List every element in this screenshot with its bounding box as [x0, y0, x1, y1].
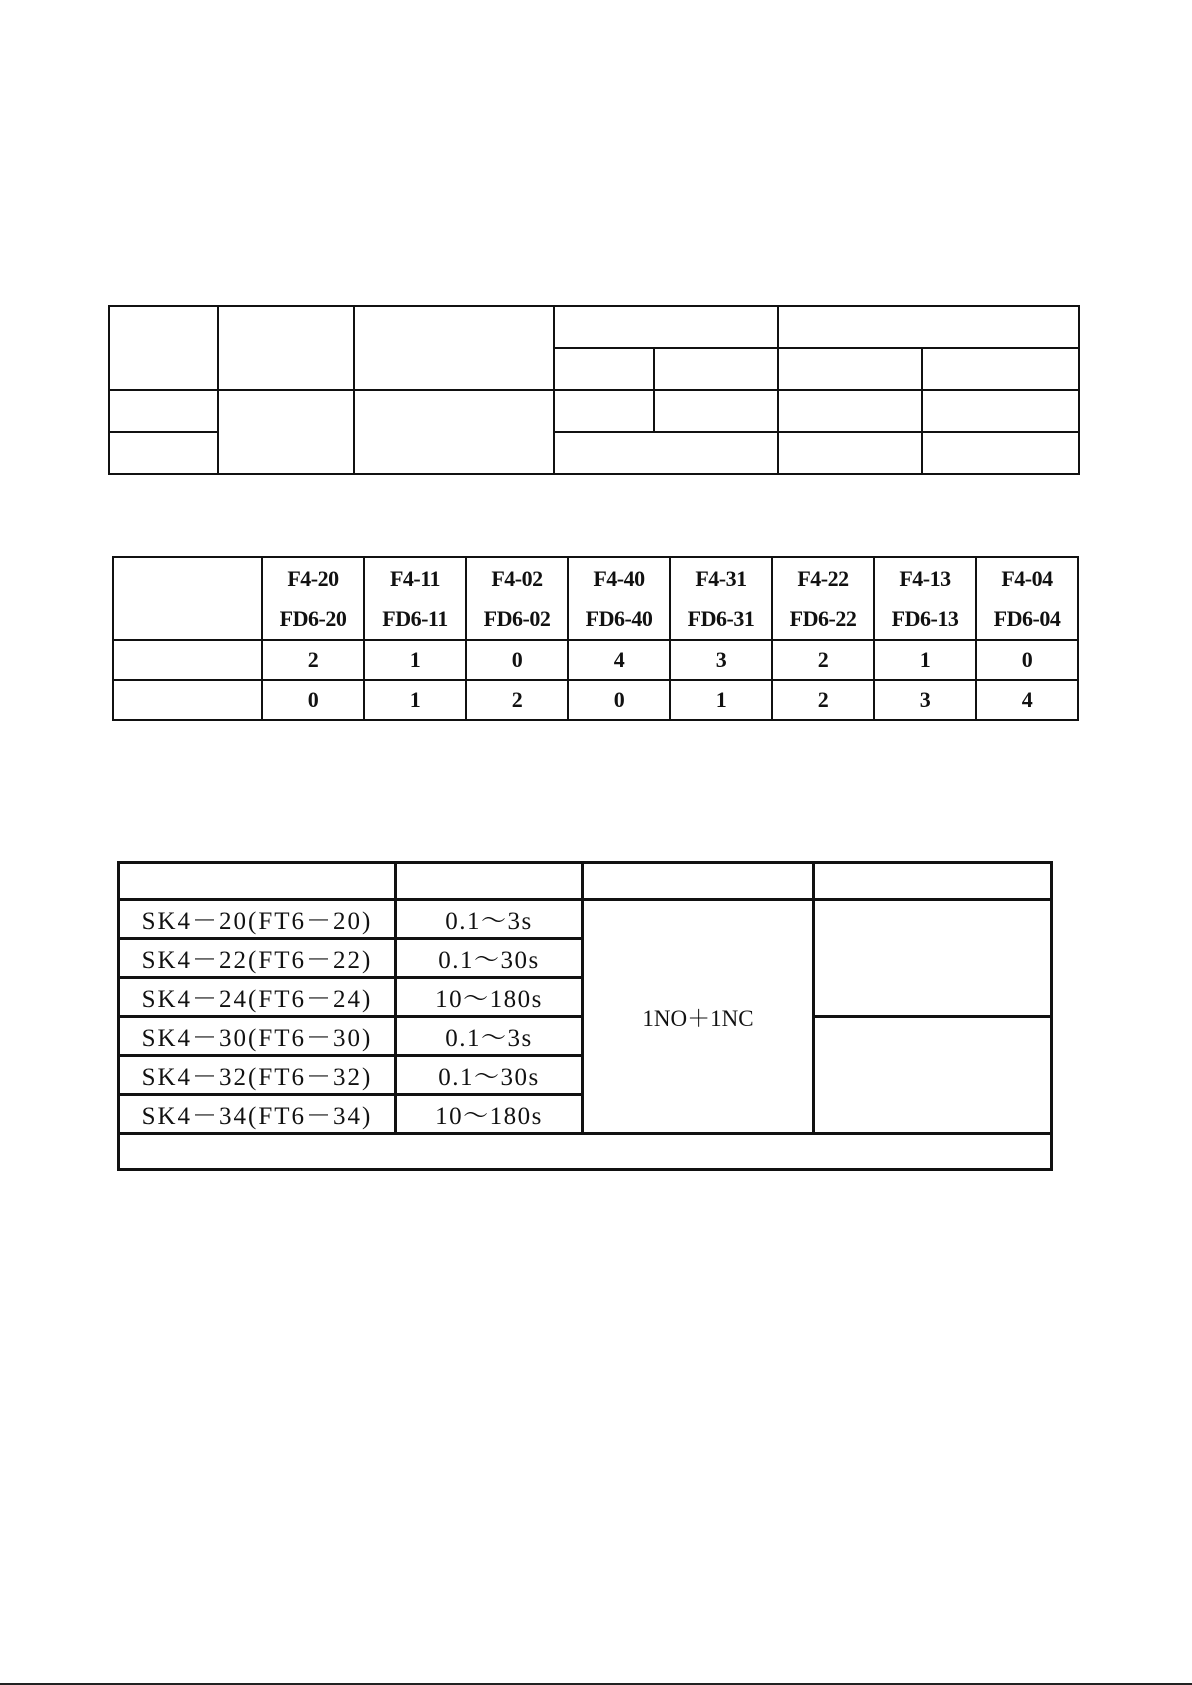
- value-cell: 2: [772, 640, 874, 680]
- value-cell: 4: [976, 680, 1078, 720]
- model-cell: SK4－20(FT6－20): [119, 900, 396, 939]
- blank-cell: [654, 390, 778, 432]
- blank-group-header: [778, 306, 1079, 348]
- model-header-cell: F4-31 FD6-31: [670, 557, 772, 640]
- header-cell: [814, 863, 1052, 900]
- blank-cell: [922, 390, 1079, 432]
- header-cell: [119, 863, 396, 900]
- footer-cell: [119, 1134, 1052, 1170]
- value-cell: 0: [568, 680, 670, 720]
- blank-header-cell: [354, 306, 554, 390]
- timer-model-table: [117, 861, 1053, 1171]
- blank-cell: [354, 390, 554, 474]
- blank-subheader-cell: [554, 348, 654, 390]
- value-cell: 2: [772, 680, 874, 720]
- blank-cell: [554, 432, 778, 474]
- value-cell: 1: [364, 680, 466, 720]
- value-cell: 0: [976, 640, 1078, 680]
- model-header-cell: F4-11 FD6-11: [364, 557, 466, 640]
- blank-header-cell: [109, 306, 218, 390]
- delay-range-cell: 0.1～3s: [396, 1017, 583, 1056]
- blank-subheader-cell: [922, 348, 1079, 390]
- model-header-cell: F4-20 FD6-20: [262, 557, 364, 640]
- blank-subheader-cell: [654, 348, 778, 390]
- header-cell: [583, 863, 814, 900]
- blank-cell: [814, 900, 1052, 1017]
- model-cell: SK4－34(FT6－34): [119, 1095, 396, 1134]
- model-header-cell: F4-22 FD6-22: [772, 557, 874, 640]
- contact-config-table: [112, 556, 1079, 721]
- blank-group-header: [554, 306, 778, 348]
- model-header-cell: F4-40 FD6-40: [568, 557, 670, 640]
- blank-cell: [554, 390, 654, 432]
- value-cell: 0: [466, 640, 568, 680]
- blank-cell: [218, 390, 354, 474]
- value-cell: 0: [262, 680, 364, 720]
- blank-header-cell: [218, 306, 354, 390]
- value-cell: 1: [670, 680, 772, 720]
- header-cell: [396, 863, 583, 900]
- value-cell: 3: [670, 640, 772, 680]
- blank-cell: [778, 390, 922, 432]
- delay-range-cell: 0.1～3s: [396, 900, 583, 939]
- blank-cell: [778, 432, 922, 474]
- blank-cell: [814, 1017, 1052, 1134]
- blank-spec-table: [108, 305, 1080, 475]
- value-cell: 2: [262, 640, 364, 680]
- model-cell: SK4－30(FT6－30): [119, 1017, 396, 1056]
- row-label-cell: [113, 557, 262, 640]
- blank-cell: [109, 390, 218, 432]
- value-cell: 2: [466, 680, 568, 720]
- value-cell: 3: [874, 680, 976, 720]
- delay-range-cell: 10～180s: [396, 1095, 583, 1134]
- delay-range-cell: 0.1～30s: [396, 939, 583, 978]
- delay-range-cell: 10～180s: [396, 978, 583, 1017]
- model-header-cell: F4-13 FD6-13: [874, 557, 976, 640]
- model-header-cell: F4-02 FD6-02: [466, 557, 568, 640]
- value-cell: 1: [874, 640, 976, 680]
- value-cell: 1: [364, 640, 466, 680]
- row-label-cell: [113, 640, 262, 680]
- blank-cell: [922, 432, 1079, 474]
- row-label-cell: [113, 680, 262, 720]
- value-cell: 4: [568, 640, 670, 680]
- model-cell: SK4－24(FT6－24): [119, 978, 396, 1017]
- model-cell: SK4－22(FT6－22): [119, 939, 396, 978]
- model-header-cell: F4-04 FD6-04: [976, 557, 1078, 640]
- blank-cell: [109, 432, 218, 474]
- blank-subheader-cell: [778, 348, 922, 390]
- contact-type-cell: 1NO＋1NC: [583, 900, 814, 1134]
- delay-range-cell: 0.1～30s: [396, 1056, 583, 1095]
- model-cell: SK4－32(FT6－32): [119, 1056, 396, 1095]
